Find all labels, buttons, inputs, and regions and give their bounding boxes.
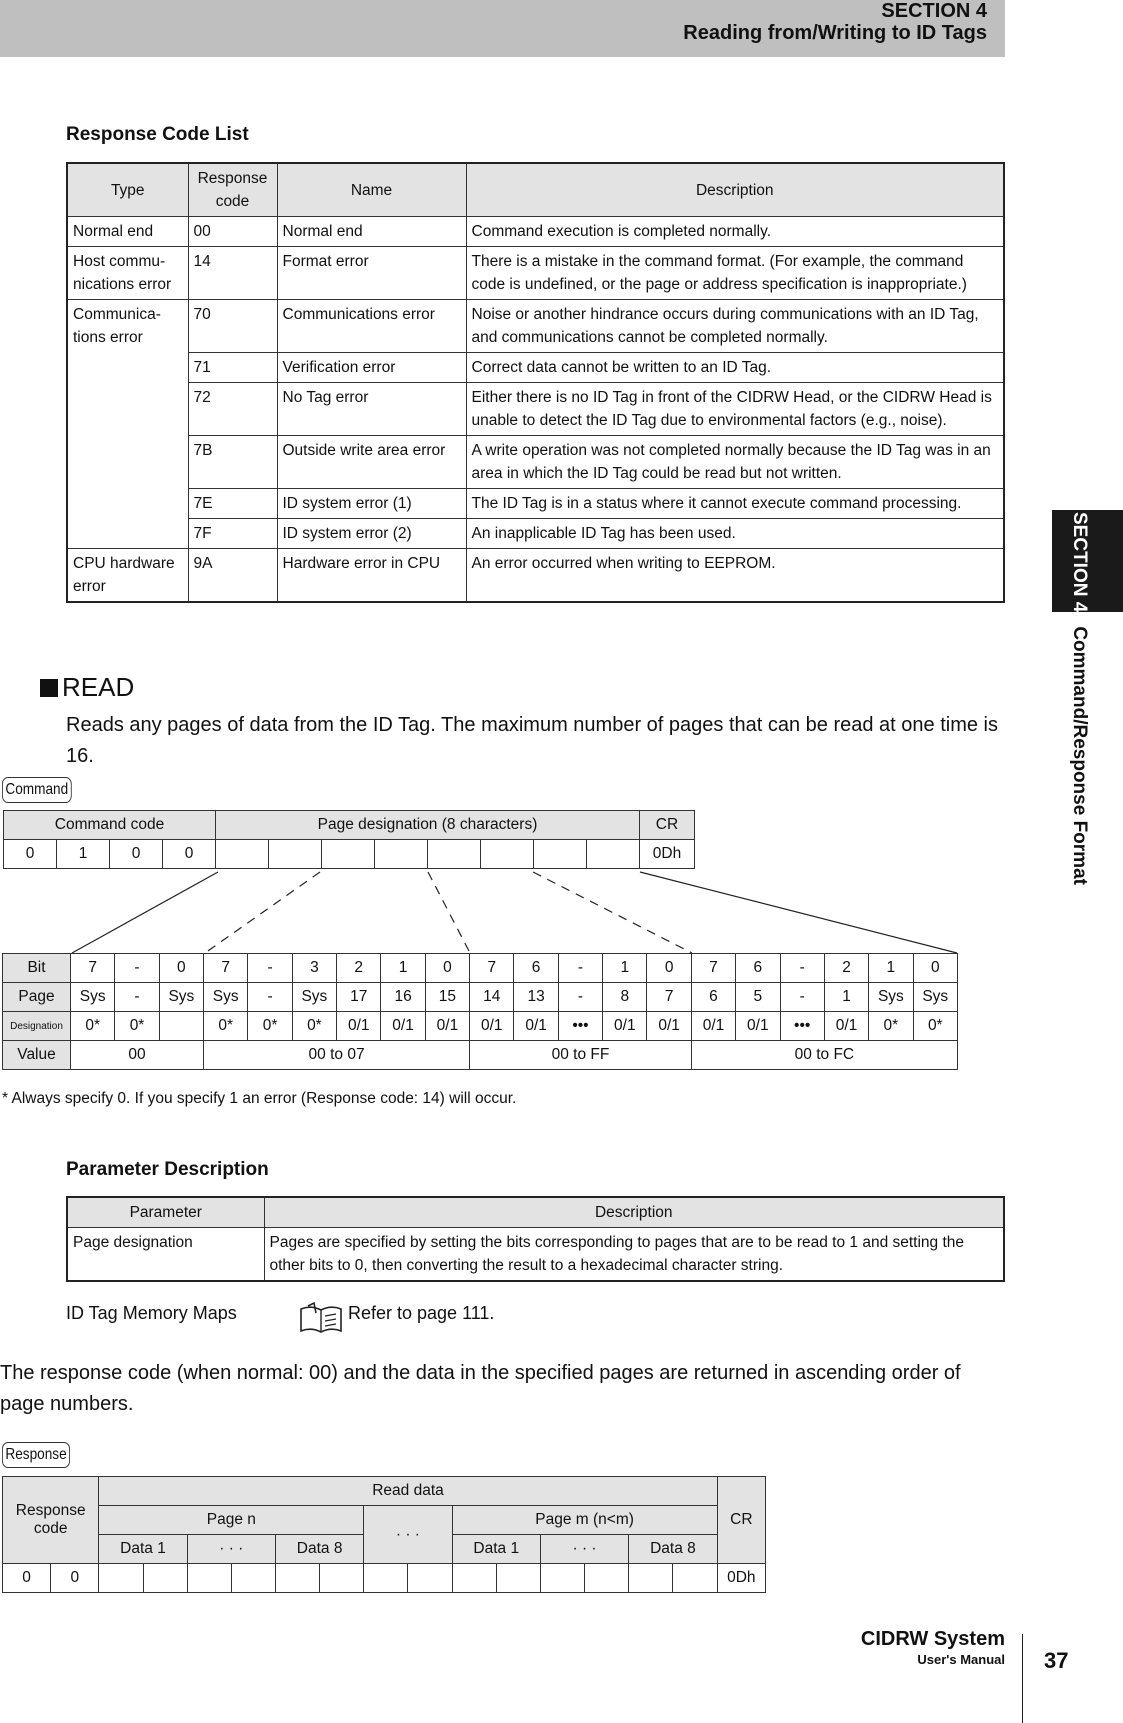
command-label: Command xyxy=(2,777,72,803)
name-cell: No Tag error xyxy=(277,383,466,436)
page-cell: 13 xyxy=(514,983,558,1012)
description-cell: Either there is no ID Tag in front of the CIDRW Head, or the CIDRW Head is unable to detect the ID Tag due to environmental factors (e.g., noise). xyxy=(466,383,1004,436)
data-cell xyxy=(231,1564,275,1593)
bit-cell: 0 xyxy=(913,954,957,983)
param-name: Page designation xyxy=(67,1228,264,1282)
memory-maps-label: ID Tag Memory Maps xyxy=(66,1303,237,1323)
designation-cell: 0* xyxy=(913,1012,957,1041)
connector-line xyxy=(640,872,957,953)
designation-cell: 0/1 xyxy=(647,1012,691,1041)
side-tab-section: SECTION 4 xyxy=(1069,512,1090,613)
footnote: * Always specify 0. If you specify 1 an error (Response code: 14) will occur. xyxy=(2,1090,517,1107)
bit-cell: 0 xyxy=(159,954,203,983)
code-cell: 9A xyxy=(188,549,277,603)
connector-line xyxy=(428,872,470,953)
data8-header: Data 8 xyxy=(275,1535,363,1564)
page-char-cell xyxy=(481,840,534,869)
value-cell: 00 xyxy=(71,1041,204,1070)
response-code-row xyxy=(67,353,1004,383)
param-header: Parameter xyxy=(67,1197,264,1228)
parameter-heading: Parameter Description xyxy=(66,1159,269,1180)
name-cell: Normal end xyxy=(277,217,466,247)
page-cell: 5 xyxy=(736,983,780,1012)
designation-cell: 0* xyxy=(71,1012,115,1041)
page-dots: · · · xyxy=(364,1506,452,1564)
response-cr-header: CR xyxy=(717,1477,765,1564)
designation-cell: 0/1 xyxy=(603,1012,647,1041)
bit-cell: 0 xyxy=(425,954,469,983)
command-digit: 0 xyxy=(163,840,216,869)
data8-header: Data 8 xyxy=(629,1535,717,1564)
row-label-designation: Designation xyxy=(3,1012,71,1041)
command-cr-header: CR xyxy=(640,811,695,840)
header-type: Type xyxy=(67,163,188,217)
response-code-row xyxy=(67,247,1004,300)
data-cell xyxy=(496,1564,540,1593)
memory-maps-ref: Refer to page 111. xyxy=(348,1303,495,1323)
page-cell: - xyxy=(115,983,159,1012)
designation-cell: 0/1 xyxy=(337,1012,381,1041)
data-cell xyxy=(452,1564,496,1593)
book-reference-icon xyxy=(298,1301,344,1335)
name-cell: Format error xyxy=(277,247,466,300)
designation-cell: ••• xyxy=(780,1012,824,1041)
response-label: Response xyxy=(2,1442,70,1468)
page-char-cell xyxy=(428,840,481,869)
header-response-code: Response code xyxy=(188,163,277,217)
bit-cell: 2 xyxy=(337,954,381,983)
header-name: Name xyxy=(277,163,466,217)
bit-cell: 6 xyxy=(514,954,558,983)
connector-line xyxy=(533,872,692,953)
designation-cell: 0* xyxy=(292,1012,336,1041)
code-cell: 7E xyxy=(188,489,277,519)
name-cell: Outside write area error xyxy=(277,436,466,489)
data-cell xyxy=(320,1564,364,1593)
read-heading: READ xyxy=(40,672,134,703)
row-label-bit: Bit xyxy=(3,954,71,983)
data-cell xyxy=(673,1564,717,1593)
designation-cell: 0* xyxy=(204,1012,248,1041)
page-number: 37 xyxy=(1044,1648,1069,1673)
description-cell: An inapplicable ID Tag has been used. xyxy=(466,519,1004,549)
code-cell: 7F xyxy=(188,519,277,549)
designation-cell: 0/1 xyxy=(514,1012,558,1041)
response-code-row xyxy=(67,217,1004,247)
description-cell: Noise or another hindrance occurs during communications with an ID Tag, and communications cannot be completed normally. xyxy=(466,300,1004,353)
response-cr-value: 0Dh xyxy=(717,1564,765,1593)
bit-cell: 1 xyxy=(603,954,647,983)
description-cell: A write operation was not completed normally because the ID Tag was in an area in which the ID Tag could be read but not written. xyxy=(466,436,1004,489)
response-code-row xyxy=(67,383,1004,436)
designation-cell: 0/1 xyxy=(470,1012,514,1041)
bit-cell: - xyxy=(780,954,824,983)
page-cell: Sys xyxy=(913,983,957,1012)
description-cell: There is a mistake in the command format. (For example, the command code is undefined, or the page or address specification is inappropriate.) xyxy=(466,247,1004,300)
header-title: Reading from/Writing to ID Tags xyxy=(683,22,987,44)
read-intro: Reads any pages of data from the ID Tag. The maximum number of pages that can be read at one time is 16. xyxy=(66,714,999,767)
page-cell: 7 xyxy=(647,983,691,1012)
page-cell: 1 xyxy=(824,983,868,1012)
footer-divider xyxy=(1022,1634,1023,1723)
page-cell: 15 xyxy=(425,983,469,1012)
page-char-cell xyxy=(587,840,640,869)
response-code-list-heading: Response Code List xyxy=(66,124,249,145)
bit-cell: - xyxy=(115,954,159,983)
page-cell: Sys xyxy=(71,983,115,1012)
response-code-row xyxy=(67,549,1004,603)
page-cell: 8 xyxy=(603,983,647,1012)
bit-cell: 3 xyxy=(292,954,336,983)
type-cell: Host commu-nications error xyxy=(67,247,188,300)
data1-header: Data 1 xyxy=(99,1535,187,1564)
data-dots: · · · xyxy=(187,1535,275,1564)
connector-lines xyxy=(0,870,1000,956)
connector-line xyxy=(72,872,218,953)
row-label-page: Page xyxy=(3,983,71,1012)
bit-cell: 0 xyxy=(647,954,691,983)
side-tab-title: Command/Response Format xyxy=(1069,626,1090,885)
read-data-header: Read data xyxy=(99,1477,717,1506)
response-digit: 0 xyxy=(3,1564,51,1593)
page-cell: - xyxy=(248,983,292,1012)
name-cell: ID system error (1) xyxy=(277,489,466,519)
response-digit: 0 xyxy=(51,1564,99,1593)
command-digit: 1 xyxy=(57,840,110,869)
response-code-row xyxy=(67,300,1004,353)
page-cell: Sys xyxy=(159,983,203,1012)
page-cell: Sys xyxy=(292,983,336,1012)
page-cell: - xyxy=(780,983,824,1012)
page-header xyxy=(0,0,1005,57)
response-table xyxy=(2,1476,766,1593)
bit-cell: - xyxy=(248,954,292,983)
data-cell xyxy=(364,1564,408,1593)
designation-cell: ••• xyxy=(558,1012,602,1041)
description-cell: The ID Tag is in a status where it cannot execute command processing. xyxy=(466,489,1004,519)
connector-line xyxy=(205,872,320,953)
type-cell: Normal end xyxy=(67,217,188,247)
side-tab xyxy=(1068,512,1090,885)
page-char-cell xyxy=(375,840,428,869)
page-cell: 16 xyxy=(381,983,425,1012)
square-bullet-icon xyxy=(40,679,58,697)
description-cell: An error occurred when writing to EEPROM. xyxy=(466,549,1004,603)
response-code-table xyxy=(66,162,1005,603)
data-cell xyxy=(585,1564,629,1593)
type-cell: CPU hardware error xyxy=(67,549,188,603)
bit-table xyxy=(2,953,958,1070)
page-cell: 6 xyxy=(691,983,735,1012)
response-code-row xyxy=(67,436,1004,489)
footer-product: CIDRW System xyxy=(860,1628,1005,1650)
page-char-cell xyxy=(534,840,587,869)
page-cell: 14 xyxy=(470,983,514,1012)
header-section: SECTION 4 xyxy=(881,0,987,22)
page-char-cell xyxy=(322,840,375,869)
response-code-row xyxy=(67,519,1004,549)
command-digit: 0 xyxy=(4,840,57,869)
data-cell xyxy=(187,1564,231,1593)
page-cell: Sys xyxy=(204,983,248,1012)
bit-cell: 7 xyxy=(204,954,248,983)
data-cell xyxy=(408,1564,452,1593)
data-cell xyxy=(99,1564,143,1593)
designation-cell: 0/1 xyxy=(381,1012,425,1041)
name-cell: Verification error xyxy=(277,353,466,383)
page-designation-header: Page designation (8 characters) xyxy=(216,811,640,840)
response-text: The response code (when normal: 00) and the data in the specified pages are returned in ascending order of page numbers. xyxy=(0,1362,961,1415)
header-description: Description xyxy=(466,163,1004,217)
data-cell xyxy=(143,1564,187,1593)
data-dots: · · · xyxy=(540,1535,628,1564)
code-cell: 72 xyxy=(188,383,277,436)
value-cell: 00 to FC xyxy=(691,1041,957,1070)
bit-cell: 6 xyxy=(736,954,780,983)
value-cell: 00 to FF xyxy=(470,1041,692,1070)
command-cr-value: 0Dh xyxy=(640,840,695,869)
bit-cell: 2 xyxy=(824,954,868,983)
param-desc: Pages are specified by setting the bits corresponding to pages that are to be read to 1 and setting the other bits to 0, then converting the result to a hexadecimal character string. xyxy=(264,1228,1004,1282)
page-char-cell xyxy=(216,840,269,869)
page-cell: Sys xyxy=(869,983,913,1012)
data-cell xyxy=(629,1564,673,1593)
row-label-value: Value xyxy=(3,1041,71,1070)
bit-cell: - xyxy=(558,954,602,983)
command-code-header: Command code xyxy=(4,811,216,840)
description-cell: Command execution is completed normally. xyxy=(466,217,1004,247)
name-cell: Communications error xyxy=(277,300,466,353)
bit-cell: 1 xyxy=(869,954,913,983)
page-m-header: Page m (n<m) xyxy=(452,1506,717,1535)
code-cell: 7B xyxy=(188,436,277,489)
page-cell: - xyxy=(558,983,602,1012)
name-cell: ID system error (2) xyxy=(277,519,466,549)
description-cell: Correct data cannot be written to an ID Tag. xyxy=(466,353,1004,383)
data-cell xyxy=(540,1564,584,1593)
parameter-table xyxy=(66,1196,1005,1282)
param-desc-header: Description xyxy=(264,1197,1004,1228)
code-cell: 71 xyxy=(188,353,277,383)
type-cell: Communica-tions error xyxy=(67,300,188,549)
code-cell: 70 xyxy=(188,300,277,353)
bit-cell: 7 xyxy=(470,954,514,983)
value-cell: 00 to 07 xyxy=(204,1041,470,1070)
designation-cell: 0* xyxy=(115,1012,159,1041)
bit-cell: 7 xyxy=(691,954,735,983)
code-cell: 14 xyxy=(188,247,277,300)
page-char-cell xyxy=(269,840,322,869)
designation-cell: 0* xyxy=(869,1012,913,1041)
footer-manual: User's Manual xyxy=(917,1652,1005,1667)
designation-cell: 0/1 xyxy=(425,1012,469,1041)
code-cell: 00 xyxy=(188,217,277,247)
name-cell: Hardware error in CPU xyxy=(277,549,466,603)
command-table xyxy=(3,810,695,869)
bit-cell: 7 xyxy=(71,954,115,983)
response-code-row xyxy=(67,489,1004,519)
designation-cell: 0/1 xyxy=(691,1012,735,1041)
designation-cell: 0/1 xyxy=(736,1012,780,1041)
page-cell: 17 xyxy=(337,983,381,1012)
response-code-header: Response code xyxy=(3,1477,99,1564)
command-digit: 0 xyxy=(110,840,163,869)
designation-cell xyxy=(159,1012,203,1041)
bit-cell: 1 xyxy=(381,954,425,983)
designation-cell: 0/1 xyxy=(824,1012,868,1041)
data1-header: Data 1 xyxy=(452,1535,540,1564)
page-n-header: Page n xyxy=(99,1506,364,1535)
designation-cell: 0* xyxy=(248,1012,292,1041)
data-cell xyxy=(275,1564,319,1593)
